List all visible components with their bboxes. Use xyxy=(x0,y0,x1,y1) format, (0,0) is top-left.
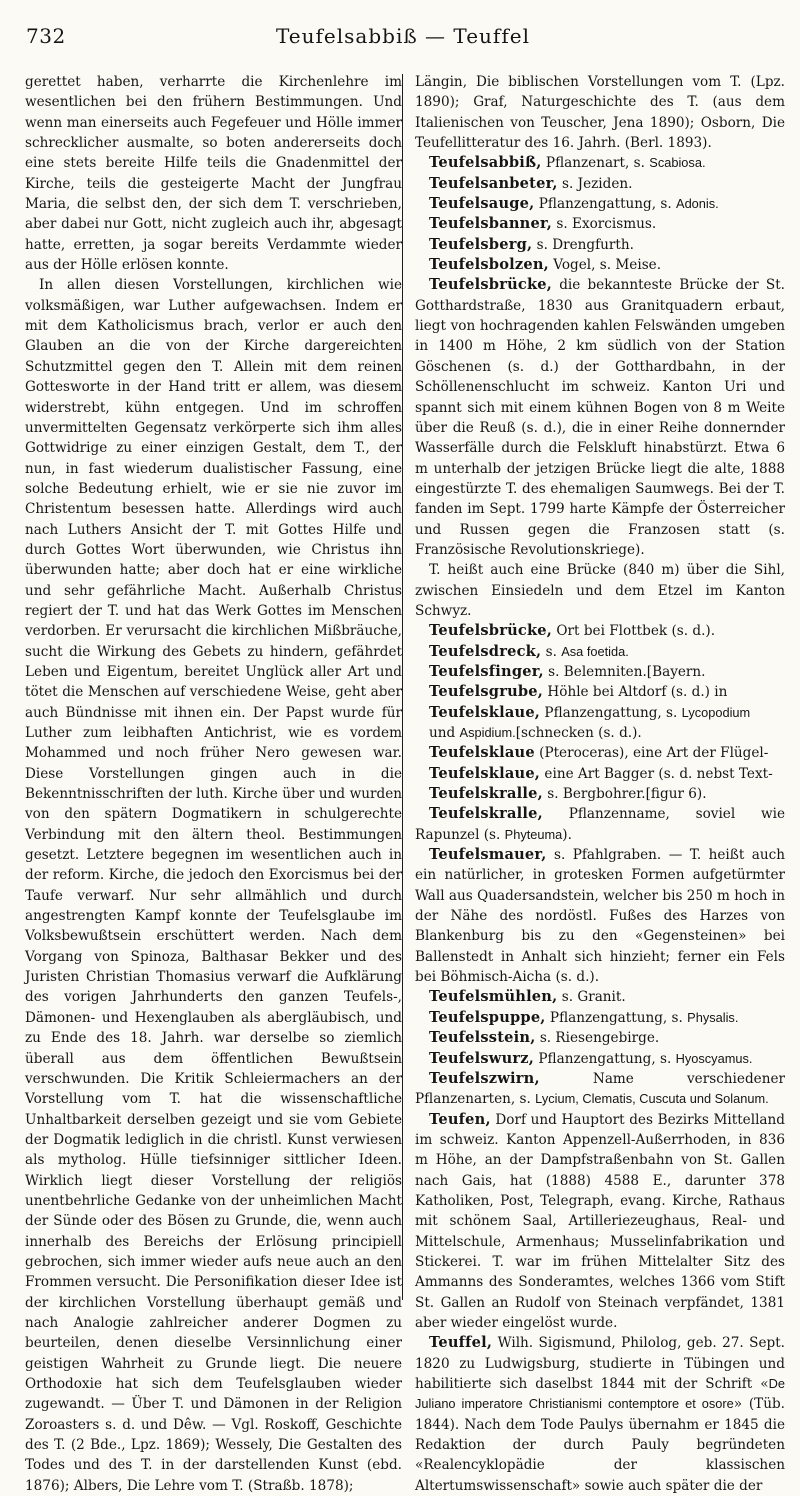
entry-headword: Teufelskralle, xyxy=(429,805,543,823)
entry-latin-term: Hyoscyamus. xyxy=(675,1050,753,1066)
dictionary-entry xyxy=(415,1069,785,1110)
entry-text: s. Riesengebirge. xyxy=(539,1030,660,1047)
entry-tail: [schnecken (s. d.). xyxy=(515,725,642,741)
dictionary-entry xyxy=(415,642,785,662)
entry-latin-term: Phyteuma xyxy=(504,826,563,842)
left-paragraph-continuation: gerettet haben, verharrte die Kirchenlehre im wesentlichen bei den frühern Bestimmungen. Und wenn man einerseits auch Fegefeuer und Hölle immer schrecklicher ausmalte, so boten andererseits doch eine stets bereite Hilfe teils die Gnadenmittel der Kirche, teils die gesteigerte Macht der Jungfrau Maria, die selbst den, der sich dem T. verschrieben, aber dabei nur Gott, nicht zugleich auch ihr, abgesagt hatte, erretten, ja sogar bereits Verdammte wieder aus der Hölle erlösen konnte. xyxy=(25,74,402,274)
entry-headword: Teuffel, xyxy=(429,1334,493,1352)
entry-headword: Teufelsauge, xyxy=(429,195,535,213)
dictionary-entry xyxy=(415,214,785,234)
dictionary-entry xyxy=(415,662,785,682)
entry-headword: Teufelsklaue, xyxy=(429,764,541,782)
page-number: 732 xyxy=(26,24,66,48)
dictionary-entry xyxy=(415,174,785,194)
entry-latin-term: De Juliano imperatore Christianismi contemptore et osore xyxy=(415,1376,785,1412)
dictionary-entry xyxy=(415,153,785,173)
dictionary-entry xyxy=(415,560,785,621)
dictionary-entry xyxy=(415,743,785,763)
dictionary-entry xyxy=(415,621,785,641)
dictionary-entry xyxy=(415,255,785,275)
right-paragraph-continuation: Längin, Die biblischen Vorstellungen vom T. (Lpz. 1890); Graf, Naturgeschichte des T. (aus dem Italienischen von Teuscher, Jena 1890); Osborn, Die Teufellitteratur des 16. Jahrh. (Berl. 1893). xyxy=(415,74,785,152)
entry-text: s. Jeziden. xyxy=(562,175,633,192)
entry-text: s. Exorcismus. xyxy=(556,216,657,233)
entry-headword: Teufelsfinger, xyxy=(429,662,544,680)
entry-text: Name verschiedener Pflanzenarten, s. xyxy=(415,1070,785,1108)
dictionary-entry xyxy=(415,682,785,702)
entry-text: Pflanzenart, s. xyxy=(545,155,650,172)
entry-headword: Teufelsanbeter, xyxy=(429,174,558,192)
entry-headword: Teufelsberg, xyxy=(429,235,533,253)
left-column xyxy=(25,72,402,1496)
entry-text: s. Granit. xyxy=(561,989,626,1006)
entry-text: Pflanzengattung, s. xyxy=(544,704,682,721)
entry-headword: Teufelsbolzen, xyxy=(429,256,549,274)
entry-headword: Teufelswurz, xyxy=(429,1049,535,1067)
left-paragraph-luther: In allen diesen Vorstellungen, kirchlichen wie volksmäßigen, war Luther aufgewachsen. Indem er mit dem Katholicismus brach, verlor er auch den Glauben an die von der Kirche dargereichten Schutzmittel gegen den T. Allein mit dem reinen Gottesworte in der Hand tritt er allem, was diesem widerstrebt, kühn entgegen. Und im schroffen unvermittelten Gegensatz verkörperte sich ihm alles Gottwidrige zu einer einzigen Gestalt, dem T., der nun, in fast wiederum dualistischer Fassung, eine solche Bedeutung erhielt, wie er sie nie zuvor im Christentum besessen hatte. Allerdings wird auch nach Luthers Ansicht der T. mit Gottes Hilfe und durch Gottes Wort überwunden, wie Christus ihn überwunden hatte; aber doch hat er eine wirkliche und sehr gefährliche Macht. Außerhalb Christus regiert der T. und hat das Werk Gottes im Menschen verdorben. Er verursacht die kirchlichen Mißbräuche, sucht die Wirkung des Gebets zu hindern, gefährdet Leben und Eigentum, bereitet Unglück aller Art und tötet die Menschen auf verschiedene Weise, geht aber auch Bündnisse mit ihnen ein. Der Papst wurde für Luther zum leibhaften Antichrist, wie es vordem Mohammed und noch früher Nero gewesen war. Diese Vorstellungen gingen auch in die Bekenntnisschriften der luth. Kirche über und wurden von den spätern Dogmatikern in schulgerechte Verbindung mit den ältern theol. Bestimmungen gesetzt. Letztere begegnen im wesentlichen auch in der reform. Kirche, die jedoch den Exorcismus bei der Taufe verwarf. Nur sehr allmählich und durch angestrengten Kampf konnte der Teufelsglaube im Volksbewußtsein erschüttert werden. Nach dem Vorgang von Spinoza, Balthasar Bekker und des Juristen Christian Thomasius verwarf die Aufklärung des vorigen Jahrhunderts den ganzen Teufels-, Dämonen- und Hexenglauben als abergläubisch, und zu Ende des 18. Jahrh. war derselbe so ziemlich überall aus dem öffentlichen Bewußtsein verschwunden. Die Kritik Schleiermachers an der Vorstellung vom T. hat die wissenschaftliche Unhaltbarkeit derselben gezeigt und sie vom Gebiete der Dogmatik lediglich in die christl. Kunst verwiesen als mytholog. Hülle tiefsinniger sittlicher Ideen. Wirklich liegt dieser Vorstellung der religiös unentbehrliche Gedanke von der unheimlichen Macht der Sünde oder des Bösen zu Grunde, die, wenn auch innerhalb des Bereichs der Erlösung principiell gebrochen, sich immer wieder aufs neue auch an den Frommen versucht. Die Personifikation dieser Idee ist der kirchlichen Vorstellung überhaupt gemäß und nach Analogie zahlreicher anderer Dogmen zu beurteilen, denen dieselbe Versinnlichung einer geistigen Wahrheit zu Grunde liegt. Die neuere Orthodoxie hat sich dem Teufelsglauben wieder zugewandt. — Über T. und Dämonen in der Religion Zoroasters s. d. und Dêw. — Vgl. Roskoff, Geschichte des T. (2 Bde., Lpz. 1869); Wessely, Die Gestalten des Todes und des T. in der darstellenden Kunst (ebd. 1876); Albers, Die Lehre vom T. (Straßb. 1878); xyxy=(25,277,402,1494)
entry-tail: [figur 6). xyxy=(645,786,707,803)
entry-text: die bekannteste Brücke der St. Gotthardstraße, 1830 aus Granitquadern erbaut, liegt von hochragenden kahlen Felswänden umgeben in 1400 m Höhe, 2 km südlich von der Station Göschenen (s. d.) der Gotthardbahn, in der Schöllenenschlucht im schweiz. Kanton Uri und spannt sich mit einem kühnen Bogen von 8 m Weite über die Reuß (s. d.), die in einer Reihe donnernder Wasserfälle durch die Felskluft hinabstürzt. Etwa 6 m unterhalb der jetzigen Brücke liegt die alte, 1888 eingestürzte T. des ehemaligen Saumwegs. Bei der T. fanden im Sept. 1799 harte Kämpfe der Österreicher und Russen gegen die Franzosen statt (s. Französische Revolutionskriege). xyxy=(415,277,785,558)
entry-headword: Teufelspuppe, xyxy=(429,1008,546,1026)
dictionary-entries xyxy=(415,153,785,1496)
entry-tail: » (Tüb. 1844). Nach dem Tode Paulys übernahm er 1845 die Redaktion der durch Pauly begründeten «Realencyklopädie der klassischen Altertumswissenschaft» sowie auch später die der xyxy=(415,1396,785,1494)
dictionary-entry xyxy=(415,1333,785,1496)
entry-headword: Teufen, xyxy=(429,1110,491,1128)
entry-latin-term: Asa foetida. xyxy=(561,643,629,659)
entry-headword: Teufelsstein, xyxy=(429,1029,536,1047)
entry-text: s. Belemniten. xyxy=(548,663,647,680)
entry-tail: [Bayern. xyxy=(646,663,706,680)
dictionary-entry xyxy=(415,1008,785,1028)
entry-latin-term: Lycopodium xyxy=(681,704,751,720)
right-column xyxy=(415,72,785,1496)
dictionary-entry xyxy=(415,987,785,1007)
entry-headword: Teufelsbrücke, xyxy=(429,276,553,294)
dictionary-entry xyxy=(415,764,785,784)
entry-headword: Teufelsbanner, xyxy=(429,215,553,233)
entry-text: Pflanzenname, soviel wie Rapunzel (s. xyxy=(415,806,785,843)
entry-latin-term: Adonis. xyxy=(676,196,719,212)
dictionary-entry xyxy=(415,275,785,560)
entry-text: eine Art Bagger (s. d. nebst Text- xyxy=(544,765,773,782)
entry-text: Dorf und Hauptort des Bezirks Mittelland im schweiz. Kanton Appenzell-Außerrhoden, in 836 m Höhe, an der Dampfstraßenbahn von St. Gallen nach Gais, hat (1888) 4588 E., darunter 378 Katholiken, Post, Telegraph, evang. Kirche, Rathaus mit schönem Saal, Artilleriezeughaus, Real- und Mittelschule, Armenhaus; Musselinfabrikation und Stickerei. T. war im frühen Mittelalter Sitz des Ammanns des Sonderamtes, welches 1366 vom Stift St. Gallen an Rudolf von Steinach verpfändet, 1381 aber wieder eingelöst wurde. xyxy=(415,1111,785,1331)
entry-text: Vogel, s. Meise. xyxy=(553,257,662,274)
dictionary-entry xyxy=(415,235,785,255)
entry-latin-term: Physalis. xyxy=(687,1009,739,1025)
entry-headword: Teufelszwirn, xyxy=(429,1069,540,1087)
entry-text: Pflanzengattung, s. xyxy=(538,1050,676,1067)
dictionary-entry xyxy=(415,194,785,214)
entry-headword: Teufelsklaue xyxy=(429,744,535,762)
page-header xyxy=(26,10,780,50)
entry-headword: Teufelsdreck, xyxy=(429,642,542,660)
entry-text: Ort bei Flottbek (s. d.). xyxy=(556,623,716,640)
entry-text: Pflanzengattung, s. xyxy=(538,196,677,213)
entry-headword: Teufelsklaue, xyxy=(429,703,541,721)
entry-text: und xyxy=(429,725,460,741)
dictionary-entry xyxy=(415,784,785,804)
running-head: Teufelsabbiß — Teuffel xyxy=(276,24,530,48)
entry-tail: ). xyxy=(562,826,572,843)
entry-text: s. Bergbohrer. xyxy=(547,786,646,803)
dictionary-entry xyxy=(415,1028,785,1048)
entry-headword: Teufelsabbiß, xyxy=(429,154,542,172)
entry-text: Wilh. Sigismund, Philolog, geb. 27. Sept. 1820 zu Ludwigsburg, studierte in Tübingen und habilitierte sich daselbst 1844 mit der Schrift « xyxy=(415,1335,785,1392)
column-divider xyxy=(402,74,403,1300)
entry-text: (Pteroceras), eine Art der Flügel- xyxy=(539,745,769,762)
entry-text: Höhle bei Altdorf (s. d.) in xyxy=(547,684,728,701)
entry-latin-term: Lycium, Clematis, Cuscuta und Solanum. xyxy=(535,1091,769,1107)
entry-headword: Teufelsmühlen, xyxy=(429,988,558,1006)
entry-text: Pflanzengattung, s. xyxy=(549,1009,688,1026)
dictionary-entry xyxy=(415,1110,785,1334)
dictionary-entry xyxy=(415,723,785,743)
entry-text: s. Pfahlgraben. — T. heißt auch ein natürlicher, in grotesken Formen aufgetürmter Wall aus Quadersandstein, welcher bis 250 m hoch in der Nähe des nordöstl. Fußes des Harzes von Blankenburg bis zu den «Gegensteinen» bei Ballenstedt in Anhalt sich hinzieht; ferner ein Fels bei Böhmisch-Aicha (s. d.). xyxy=(415,847,785,986)
entry-latin-term: Scabiosa. xyxy=(649,155,706,171)
entry-text: s. xyxy=(545,643,562,660)
entry-headword: Teufelsmauer, xyxy=(429,846,547,864)
entry-text: T. heißt auch eine Brücke (840 m) über die Sihl, zwischen Einsiedeln und dem Etzel im Kanton Schwyz. xyxy=(415,562,785,619)
dictionary-entry xyxy=(415,804,785,845)
entry-headword: Teufelskralle, xyxy=(429,785,543,803)
dictionary-entry xyxy=(415,845,785,987)
dictionary-entry xyxy=(415,703,785,723)
entry-headword: Teufelsbrücke, xyxy=(429,622,553,640)
entry-headword: Teufelsgrube, xyxy=(429,683,544,701)
entry-latin-term: Aspidium. xyxy=(459,725,516,740)
entry-text: s. Drengfurth. xyxy=(536,236,634,253)
dictionary-entry xyxy=(415,1049,785,1069)
